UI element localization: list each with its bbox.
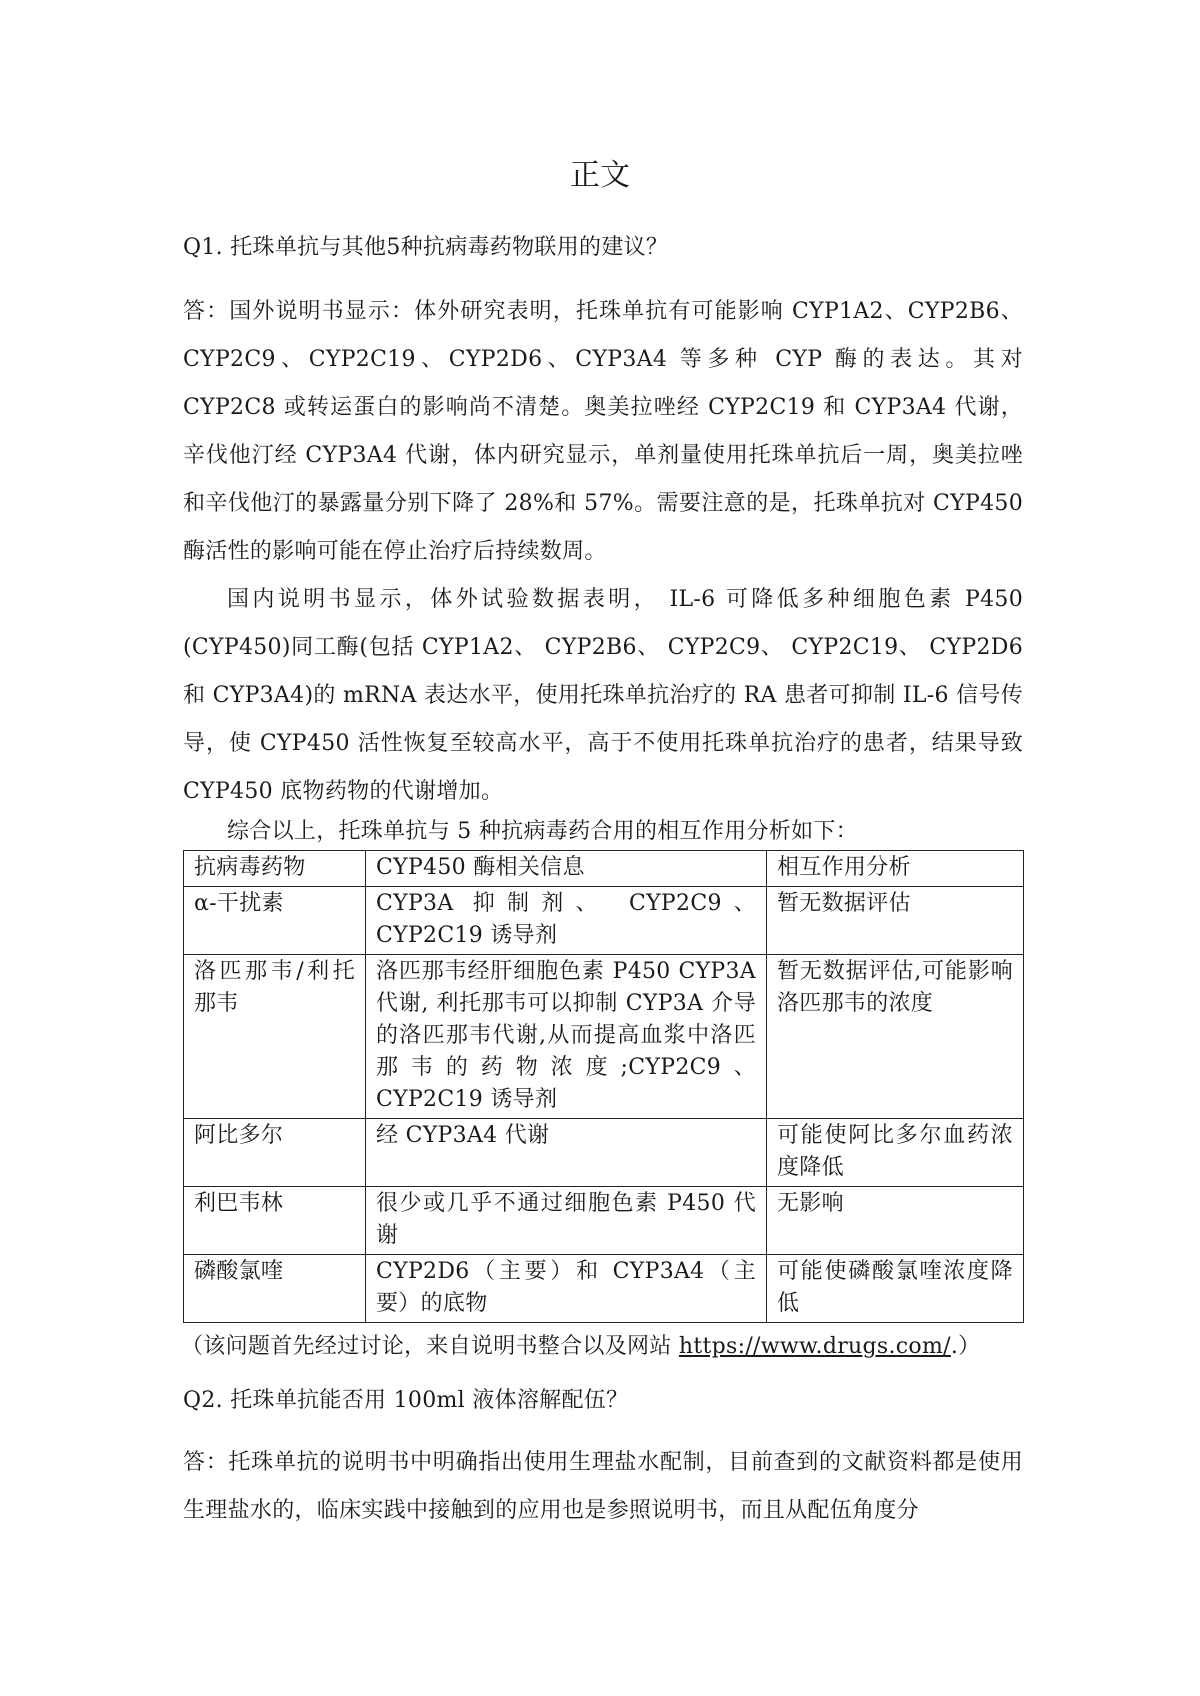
interaction-table (183, 850, 1024, 1323)
table-cell-analysis: 暂无数据评估,可能影响洛匹那韦的浓度 (767, 955, 1024, 1119)
table-row (184, 887, 1024, 955)
table-cell-drug: 阿比多尔 (184, 1119, 366, 1187)
table-cell-cyp450: CYP3A 抑制剂、 CYP2C9、 CYP2C19 诱导剂 (366, 887, 767, 955)
table-row (184, 1187, 1024, 1255)
table-header-cell: 相互作用分析 (767, 851, 1024, 887)
question-1: Q1. 托珠单抗与其他5种抗病毒药物联用的建议？ (183, 235, 669, 260)
answer-1-domestic-label: 国内说明书显示，体外试验数据表明， IL-6 可降低多种细胞色素 P450 (CYP450)同工酶(包括 CYP1A2、 CYP2B6、 CYP2C9、 CYP2C19、 CYP2D6 和 CYP3A4)的 mRNA 表达水平，使用托珠单抗治疗的 RA 患者可抑制 IL-6 信号传导，使 CYP450 活性恢复至较高水平，高于不使用托珠单抗治疗的患者，结果导致 CYP450 底物药物的代谢增加。 (183, 587, 1023, 804)
table-row (184, 955, 1024, 1119)
table-cell-drug: α-干扰素 (184, 887, 366, 955)
table-header-cell: 抗病毒药物 (184, 851, 366, 887)
table-cell-analysis: 可能使阿比多尔血药浓度降低 (767, 1119, 1024, 1187)
source-note-prefix: （该问题首先经过讨论，来自说明书整合以及网站 (181, 1334, 679, 1359)
table-row (184, 1255, 1024, 1323)
drugs-com-link[interactable]: https://www.drugs.com/ (678, 1334, 951, 1359)
table-cell-analysis: 可能使磷酸氯喹浓度降低 (767, 1255, 1024, 1323)
document-body (183, 232, 1023, 1535)
table-cell-cyp450: CYP2D6（主要）和 CYP3A4（主要）的底物 (366, 1255, 767, 1323)
table-cell-drug: 洛匹那韦/利托那韦 (184, 955, 366, 1119)
table-row (184, 1119, 1024, 1187)
interaction-summary: 综合以上，托珠单抗与 5 种抗病毒药合用的相互作用分析如下： (227, 819, 858, 844)
table-header-cell: CYP450 酶相关信息 (366, 851, 767, 887)
table-header-row (184, 851, 1024, 887)
table-cell-analysis: 无影响 (767, 1187, 1024, 1255)
table-cell-cyp450: 经 CYP3A4 代谢 (366, 1119, 767, 1187)
answer-2: 答：托珠单抗的说明书中明确指出使用生理盐水配制，目前查到的文献资料都是使用生理盐水的，临床实践中接触到的应用也是参照说明书，而且从配伍角度分 (183, 1450, 1023, 1523)
page-title: 正文 (570, 158, 630, 193)
source-note (181, 1331, 1023, 1363)
source-note-suffix: .） (950, 1334, 981, 1359)
table-cell-drug: 利巴韦林 (184, 1187, 366, 1255)
table-cell-cyp450: 洛匹那韦经肝细胞色素 P450 CYP3A 代谢, 利托那韦可以抑制 CYP3A 介导的洛匹那韦代谢,从而提高血浆中洛匹那韦的药物浓度;CYP2C9、 CYP2C19 诱导剂 (366, 955, 767, 1119)
answer-1-foreign-label: 答：国外说明书显示：体外研究表明，托珠单抗有可能影响 CYP1A2、CYP2B6、CYP2C9、CYP2C19、CYP2D6、CYP3A4 等多种 CYP 酶的表达。其对 CYP2C8 或转运蛋白的影响尚不清楚。奥美拉唑经 CYP2C19 和 CYP3A4 代谢，辛伐他汀经 CYP3A4 代谢，体内研究显示，单剂量使用托珠单抗后一周，奥美拉唑和辛伐他汀的暴露量分别下降了 28%和 57%。需要注意的是，托珠单抗对 CYP450 酶活性的影响可能在停止治疗后持续数周。 (183, 299, 1023, 564)
table-cell-drug: 磷酸氯喹 (184, 1255, 366, 1323)
table-cell-cyp450: 很少或几乎不通过细胞色素 P450 代谢 (366, 1187, 767, 1255)
question-2: Q2. 托珠单抗能否用 100ml 液体溶解配伍？ (183, 1388, 629, 1413)
table-cell-analysis: 暂无数据评估 (767, 887, 1024, 955)
